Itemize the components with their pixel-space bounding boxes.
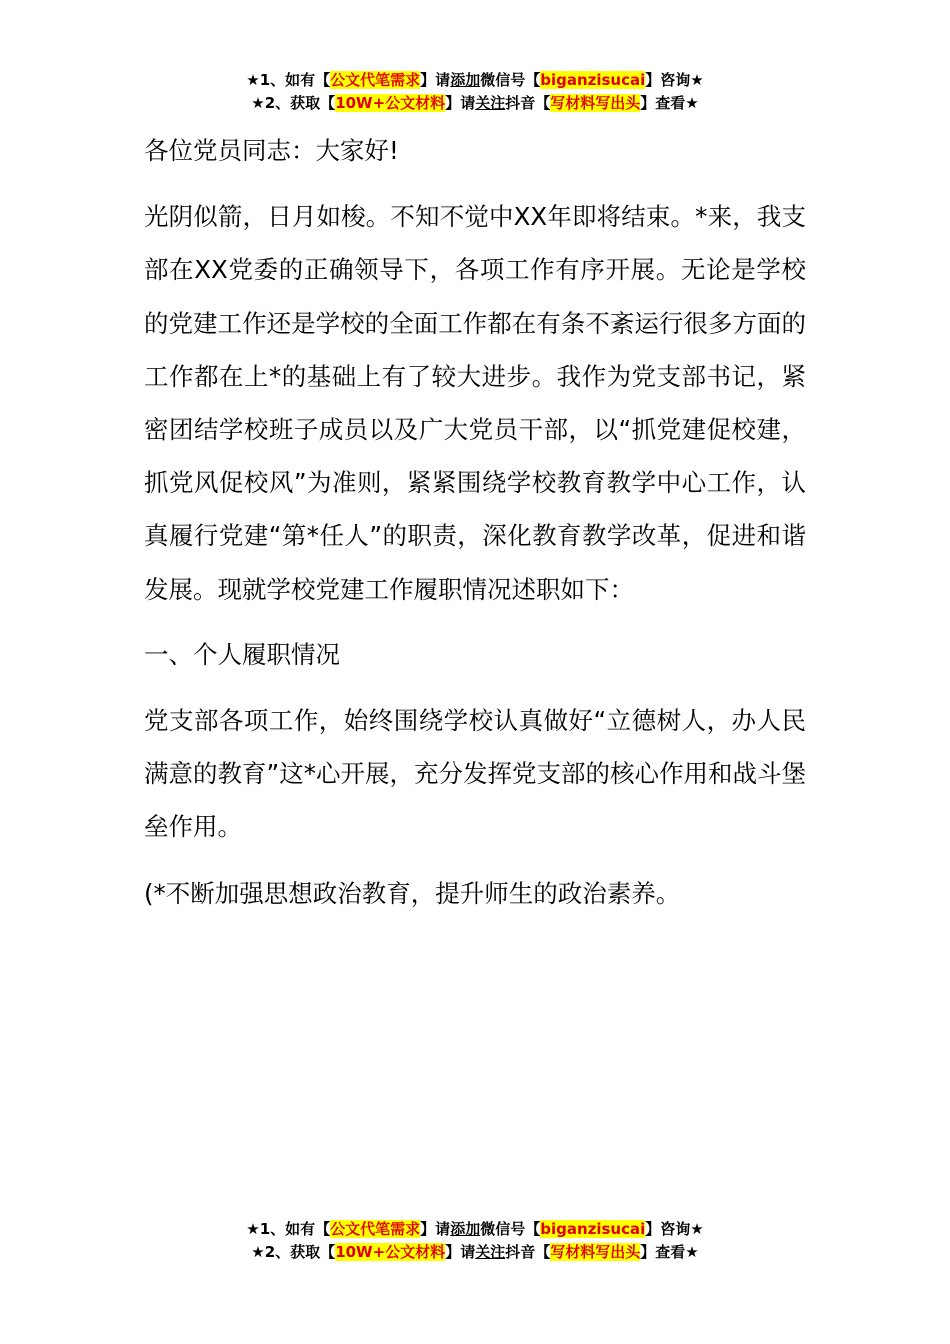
banner-line-1 — [0, 1218, 950, 1241]
banner-underline: 关注 — [475, 1243, 506, 1261]
section-heading: 一、个人履职情况 — [144, 639, 340, 669]
banner-highlight: biganzisucai — [540, 1220, 646, 1238]
banner-line-1 — [0, 69, 950, 92]
intro-paragraph: 光阴似箭，日月如梭。不知不觉中XX年即将结束。*来，我支部在XX党委的正确领导下，各项工作有序开展。无论是学校的党建工作还是学校的全面工作都在有条不紊运行很多方面的工作都在上*的基础上有了较大进步。我作为党支部书记，紧密团结学校班子成员以及广大党员干部，以“抓党建促校建，抓党风促校风”为准则，紧紧围绕学校教育教学中心工作，认真履行党建“第*任人”的职责，深化教育教学改革，促进和谐发展。现就学校党建工作履职情况述职如下： — [144, 202, 806, 604]
banner-highlight: biganzisucai — [540, 71, 646, 89]
banner-highlight: 公文代笔需求 — [330, 1220, 421, 1238]
banner-text: 】查看★ — [640, 1243, 699, 1261]
banner-underline: 添加 — [450, 1220, 481, 1238]
banner-text: 】请 — [445, 94, 476, 112]
banner-text: ★2、获取【 — [251, 94, 336, 112]
banner-highlight: 10W+公文材料 — [335, 1243, 446, 1261]
section-paragraph: 党支部各项工作，始终围绕学校认真做好“立德树人，办人民满意的教育”这*心开展，充分发挥党支部的核心作用和战斗堡垒作用。 — [144, 706, 806, 842]
banner-highlight: 写材料写出头 — [550, 94, 641, 112]
banner-text: 微信号【 — [480, 1220, 541, 1238]
banner-text: 】请 — [420, 1220, 451, 1238]
banner-line-2 — [0, 92, 950, 115]
greeting: 各位党员同志：大家好! — [144, 136, 399, 165]
banner-text: 抖音【 — [505, 1243, 551, 1261]
banner-highlight: 写材料写出头 — [550, 1243, 641, 1261]
banner-underline: 添加 — [450, 71, 481, 89]
banner-text: 微信号【 — [480, 71, 541, 89]
banner-text: ★1、如有【 — [246, 71, 331, 89]
banner-text: 】请 — [420, 71, 451, 89]
banner-line-2 — [0, 1241, 950, 1264]
banner-highlight: 公文代笔需求 — [330, 71, 421, 89]
banner-text: 】咨询★ — [645, 71, 704, 89]
banner-text: ★1、如有【 — [246, 1220, 331, 1238]
list-item: (*不断加强思想政治教育，提升师生的政治素养。 — [144, 878, 681, 908]
banner-text: ★2、获取【 — [251, 1243, 336, 1261]
banner-text: 抖音【 — [505, 94, 551, 112]
document-body — [144, 124, 806, 920]
banner-highlight: 10W+公文材料 — [335, 94, 446, 112]
banner-text: 】查看★ — [640, 94, 699, 112]
banner-underline: 关注 — [475, 94, 506, 112]
header-banner — [0, 69, 950, 115]
footer-banner — [0, 1218, 950, 1264]
banner-text: 】咨询★ — [645, 1220, 704, 1238]
banner-text: 】请 — [445, 1243, 476, 1261]
